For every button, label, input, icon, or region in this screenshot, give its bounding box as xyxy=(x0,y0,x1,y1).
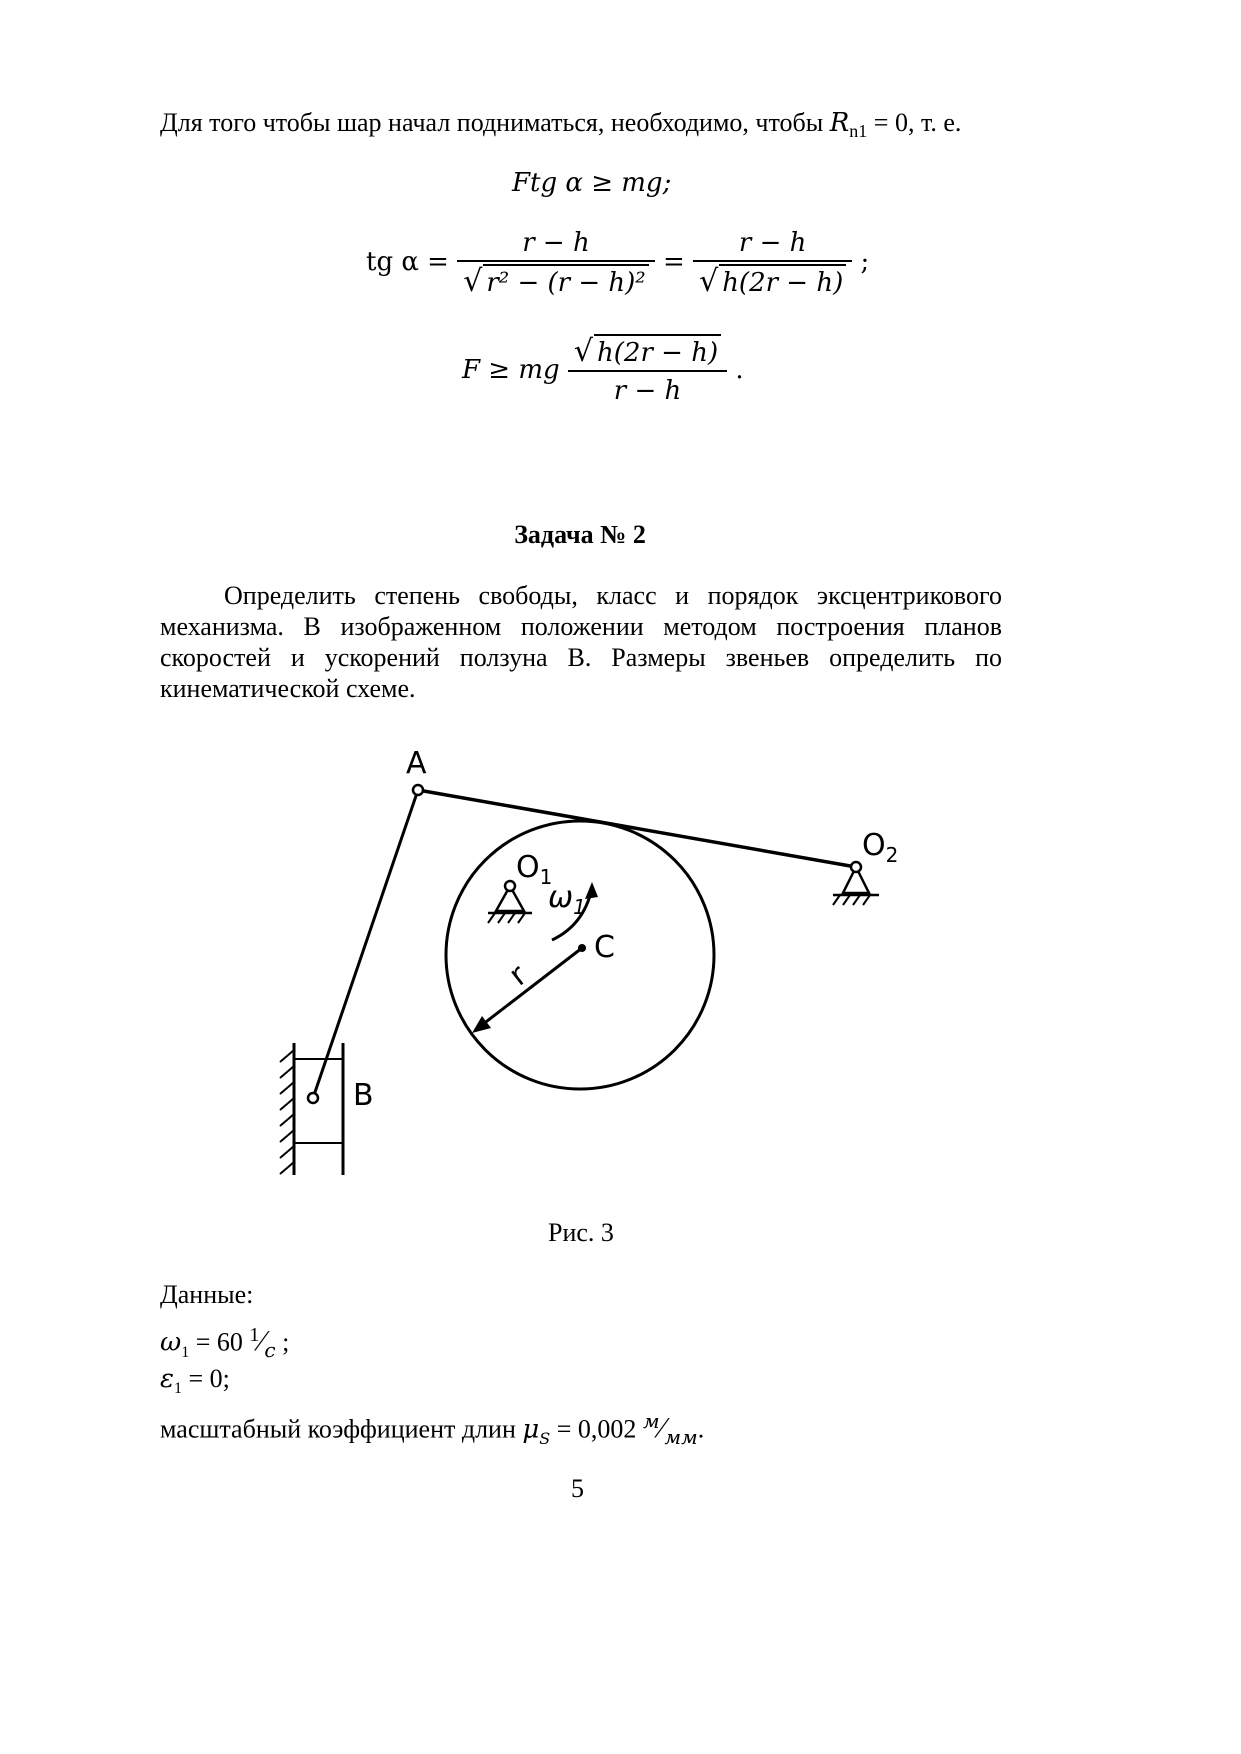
scale-value: = 0,002 xyxy=(556,1414,637,1444)
label-o2-sub: 2 xyxy=(885,843,899,867)
formula-3-den: r − h xyxy=(568,370,727,408)
formula-2-den-2: h(2r − h) xyxy=(719,264,846,300)
scale-unit-num: м xyxy=(642,1409,660,1433)
omega-end: ; xyxy=(282,1327,290,1357)
label-o1-sub: 1 xyxy=(539,865,553,889)
epsilon-end: ; xyxy=(222,1364,230,1393)
intro-text: Для того чтобы шар начал подниматься, необходимо, чтобы xyxy=(160,108,824,137)
rotation-arrow-head xyxy=(585,882,598,899)
omega-unit-num: 1 xyxy=(249,1324,260,1346)
intro-equals: = 0, xyxy=(873,108,915,137)
point-c xyxy=(578,944,586,952)
formula-2-den-1: r² − (r − h)² xyxy=(483,264,648,300)
formula-2-eq: = xyxy=(663,247,685,277)
formula-2-end: ; xyxy=(860,247,870,277)
omega-unit-den: c xyxy=(264,1337,276,1362)
given-scale: масштабный коэффициент длин $\mu_S = 0,002$ $^м⁄_{мм}$. xyxy=(160,1409,705,1449)
formula-2-frac-2: $\frac{r - h}{√ h(2r - h)}$ xyxy=(693,226,852,300)
task-heading: Задача № 2 xyxy=(514,520,646,549)
label-omega xyxy=(548,880,586,919)
intro-var: R xyxy=(829,108,850,138)
epsilon-value: = 0 xyxy=(188,1364,223,1393)
eccentric-disk xyxy=(446,821,714,1089)
given-omega: $\omega_1 = 60$ $^1⁄_c$ ; xyxy=(160,1324,290,1362)
link-a-o2 xyxy=(418,790,856,867)
label-omega-base: ω xyxy=(548,880,574,915)
label-r: r xyxy=(502,957,534,994)
given-title: Данные: xyxy=(160,1280,254,1309)
joint-a xyxy=(413,785,423,795)
formula-2-num-2: r − h xyxy=(738,228,807,258)
slider-guide xyxy=(280,1043,343,1175)
formula-3-lhs: F ≥ mg xyxy=(462,355,560,385)
label-a: A xyxy=(406,746,427,781)
scale-end: . xyxy=(697,1414,705,1444)
label-o1-base: O xyxy=(516,850,540,885)
figure-caption: Рис. 3 xyxy=(548,1218,614,1247)
scale-unit-den: мм xyxy=(664,1424,698,1449)
label-omega-sub: 1 xyxy=(573,895,586,919)
link-a-b xyxy=(313,790,418,1098)
intro-sub: n1 xyxy=(849,121,868,142)
scale-sub: S xyxy=(539,1428,551,1448)
formula-3-frac: $\frac{√ h(2r - h)}{r - h}$ xyxy=(568,334,727,408)
intro-tail: т. е. xyxy=(920,108,962,137)
epsilon-sub: 1 xyxy=(173,1380,182,1398)
label-o2-base: O xyxy=(862,828,886,863)
label-b: B xyxy=(353,1078,374,1113)
joint-b xyxy=(308,1093,318,1103)
given-epsilon xyxy=(160,1362,230,1406)
page-number: 5 xyxy=(571,1474,584,1503)
omega-sub: 1 xyxy=(181,1343,190,1361)
omega-symbol: ω xyxy=(160,1327,182,1358)
scale-text: масштабный коэффициент длин xyxy=(160,1414,516,1444)
label-o1 xyxy=(516,850,552,889)
omega-value: = 60 xyxy=(195,1327,243,1357)
task-paragraph: Определить степень свободы, класс и порядок эксцентрикового механизма. В изображенном положении методом построения планов скоростей и ускорений ползуна B. Размеры звеньев определить по кинематической схеме. xyxy=(160,581,1002,703)
formula-2-num-1: r − h xyxy=(522,228,590,258)
label-c: C xyxy=(594,930,615,965)
formula-1: Ftg α ≥ mg; xyxy=(512,168,672,198)
formula-3-num: h(2r − h) xyxy=(594,334,721,370)
formula-2-lhs: tg α = xyxy=(366,247,449,277)
support-o2 xyxy=(833,862,879,905)
label-o2 xyxy=(862,828,898,867)
epsilon-symbol: ε xyxy=(160,1364,174,1394)
formula-2-frac-1: $\frac{r - h}{\text{√ r² − (r − h)²}}$ xyxy=(457,226,655,300)
formula-3-end: . xyxy=(735,355,744,385)
scale-symbol: μ xyxy=(522,1414,540,1445)
